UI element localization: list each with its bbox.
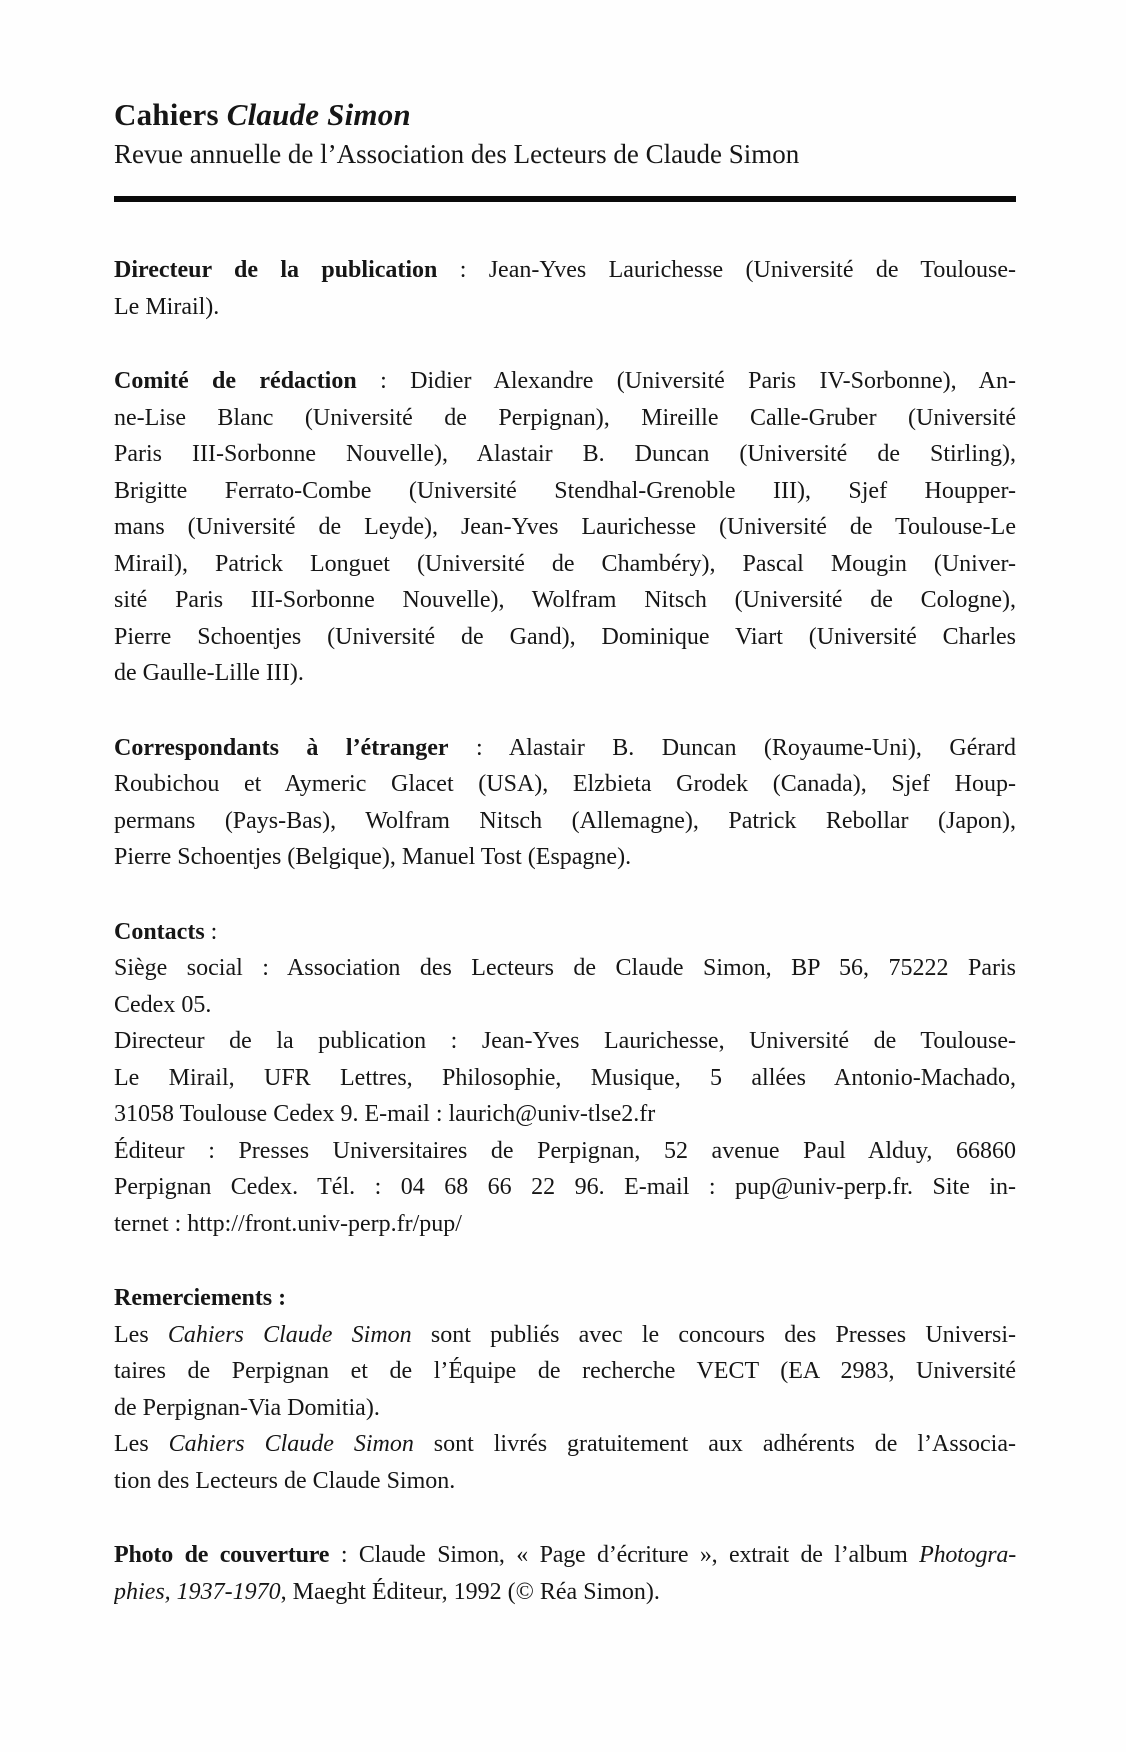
- text-line: [114, 1353, 1016, 1390]
- text-line: [114, 509, 1016, 546]
- text-line: [114, 914, 1016, 951]
- journal-masthead: [114, 0, 1016, 172]
- text-run: Mirail), Patrick Longuet (Université de Chambéry), Pascal Mougin (Univer-: [114, 550, 1016, 577]
- text-run: ternet : http://front.univ-perp.fr/pup/: [114, 1210, 462, 1237]
- text-line: [114, 400, 1016, 437]
- text-run: Les: [114, 1321, 168, 1348]
- text-line: [114, 950, 1016, 987]
- section-correspondants-etranger: [114, 730, 1016, 876]
- masthead-rule: [114, 196, 1016, 202]
- text-line: [114, 1133, 1016, 1170]
- text-run: Cahiers Claude Simon: [167, 1321, 412, 1348]
- text-line: [114, 582, 1016, 619]
- text-run: sité Paris III-Sorbonne Nouvelle), Wolfram Nitsch (Université de Cologne),: [114, 587, 1016, 613]
- text-line: [114, 436, 1016, 473]
- text-line: [114, 839, 1016, 876]
- text-run: Roubichou et Aymeric Glacet (USA), Elzbieta Grodek (Canada), Sjef Houp-: [114, 771, 1016, 797]
- text-run: Brigitte Ferrato-Combe (Université Stendhal-Grenoble III), Sjef Houpper-: [114, 477, 1016, 504]
- section-comite-redaction: [114, 363, 1016, 692]
- text-line: [114, 363, 1016, 400]
- text-line: [114, 987, 1016, 1024]
- text-run: sont publiés avec le concours des Presses Universi-: [411, 1321, 1016, 1348]
- text-run: tion des Lecteurs de Claude Simon.: [114, 1467, 456, 1494]
- text-run: Le Mirail).: [114, 293, 220, 320]
- text-line: [114, 655, 1016, 692]
- text-line: [114, 1060, 1016, 1097]
- journal-title-emphasis: Claude Simon: [226, 97, 411, 132]
- text-run: : Claude Simon, « Page d’écriture », extrait de l’album: [329, 1542, 920, 1568]
- text-run: Perpignan Cedex. Tél. : 04 68 66 22 96. E-mail : pup@univ-perp.fr. Site in-: [114, 1174, 1016, 1200]
- section-directeur-publication: [114, 252, 1016, 325]
- text-line: [114, 1280, 1016, 1317]
- text-line: [114, 766, 1016, 803]
- text-run: sont livrés gratuitement aux adhérents de l’Associa-: [413, 1431, 1016, 1457]
- imprint-sections: [114, 252, 1016, 1610]
- text-line: [114, 1463, 1016, 1500]
- text-run: 31058 Toulouse Cedex 9. E-mail : laurich@univ-tlse2.fr: [114, 1101, 656, 1127]
- text-run: phies, 1937-1970: [114, 1578, 281, 1605]
- text-run: : Jean-Yves Laurichesse (Université de Toulouse-: [437, 257, 1016, 283]
- text-run: Photo de couverture: [114, 1542, 330, 1568]
- text-run: de Perpignan-Via Domitia).: [114, 1394, 380, 1421]
- text-line: [114, 1574, 1016, 1611]
- text-line: [114, 1206, 1016, 1243]
- text-run: Directeur de la publication : Jean-Yves Laurichesse, Université de Toulouse-: [114, 1028, 1016, 1054]
- text-run: Le Mirail, UFR Lettres, Philosophie, Musique, 5 allées Antonio-Machado,: [114, 1064, 1016, 1091]
- text-run: Cahiers Claude Simon: [168, 1431, 414, 1457]
- journal-title-main: Cahiers: [114, 97, 227, 132]
- text-line: [114, 473, 1016, 510]
- text-run: Remerciements :: [114, 1285, 287, 1311]
- section-photo-couverture: [114, 1537, 1016, 1610]
- text-run: : Didier Alexandre (Université Paris IV-Sorbonne), An-: [356, 368, 1016, 394]
- text-run: : Alastair B. Duncan (Royaume-Uni), Gérard: [448, 734, 1016, 761]
- text-run: Paris III-Sorbonne Nouvelle), Alastair B. Duncan (Université de Stirling),: [114, 441, 1016, 467]
- text-line: [114, 730, 1016, 767]
- text-run: Pierre Schoentjes (Belgique), Manuel Tost (Espagne).: [114, 844, 632, 870]
- text-line: [114, 1023, 1016, 1060]
- text-line: [114, 619, 1016, 656]
- text-run: mans (Université de Leyde), Jean-Yves Laurichesse (Université de Toulouse-Le: [114, 514, 1016, 540]
- section-contacts: [114, 914, 1016, 1243]
- text-run: Pierre Schoentjes (Université de Gand), Dominique Viart (Université Charles: [114, 623, 1016, 650]
- text-run: :: [204, 918, 218, 945]
- journal-title: [114, 0, 1016, 136]
- text-run: Contacts: [114, 918, 205, 945]
- text-line: [114, 1537, 1016, 1574]
- text-line: [114, 1169, 1016, 1206]
- text-run: taires de Perpignan et de l’Équipe de recherche VECT (EA 2983, Université: [114, 1358, 1016, 1384]
- text-run: , Maeght Éditeur, 1992 (© Réa Simon).: [280, 1578, 660, 1605]
- text-line: [114, 1317, 1016, 1354]
- text-run: Directeur de la publication: [114, 257, 438, 283]
- section-remerciements: [114, 1280, 1016, 1499]
- text-line: [114, 803, 1016, 840]
- text-run: Éditeur : Presses Universitaires de Perpignan, 52 avenue Paul Alduy, 66860: [114, 1137, 1016, 1164]
- text-run: ne-Lise Blanc (Université de Perpignan), Mireille Calle-Gruber (Université: [114, 404, 1016, 431]
- text-run: Photogra-: [919, 1542, 1016, 1568]
- text-run: Siège social : Association des Lecteurs de Claude Simon, BP 56, 75222 Paris: [114, 955, 1016, 981]
- text-line: [114, 1426, 1016, 1463]
- text-run: Cedex 05.: [114, 991, 212, 1018]
- text-run: permans (Pays-Bas), Wolfram Nitsch (Allemagne), Patrick Rebollar (Japon),: [114, 807, 1016, 834]
- journal-subtitle: Revue annuelle de l’Association des Lecteurs de Claude Simon: [114, 139, 800, 169]
- text-run: de Gaulle-Lille III).: [114, 660, 304, 686]
- text-line: [114, 289, 1016, 326]
- text-run: Correspondants à l’étranger: [114, 734, 449, 761]
- text-block: [114, 0, 1016, 1610]
- text-line: [114, 1096, 1016, 1133]
- text-line: [114, 252, 1016, 289]
- text-run: Les: [114, 1431, 169, 1457]
- text-run: Comité de rédaction: [114, 368, 357, 394]
- text-line: [114, 1390, 1016, 1427]
- text-line: [114, 546, 1016, 583]
